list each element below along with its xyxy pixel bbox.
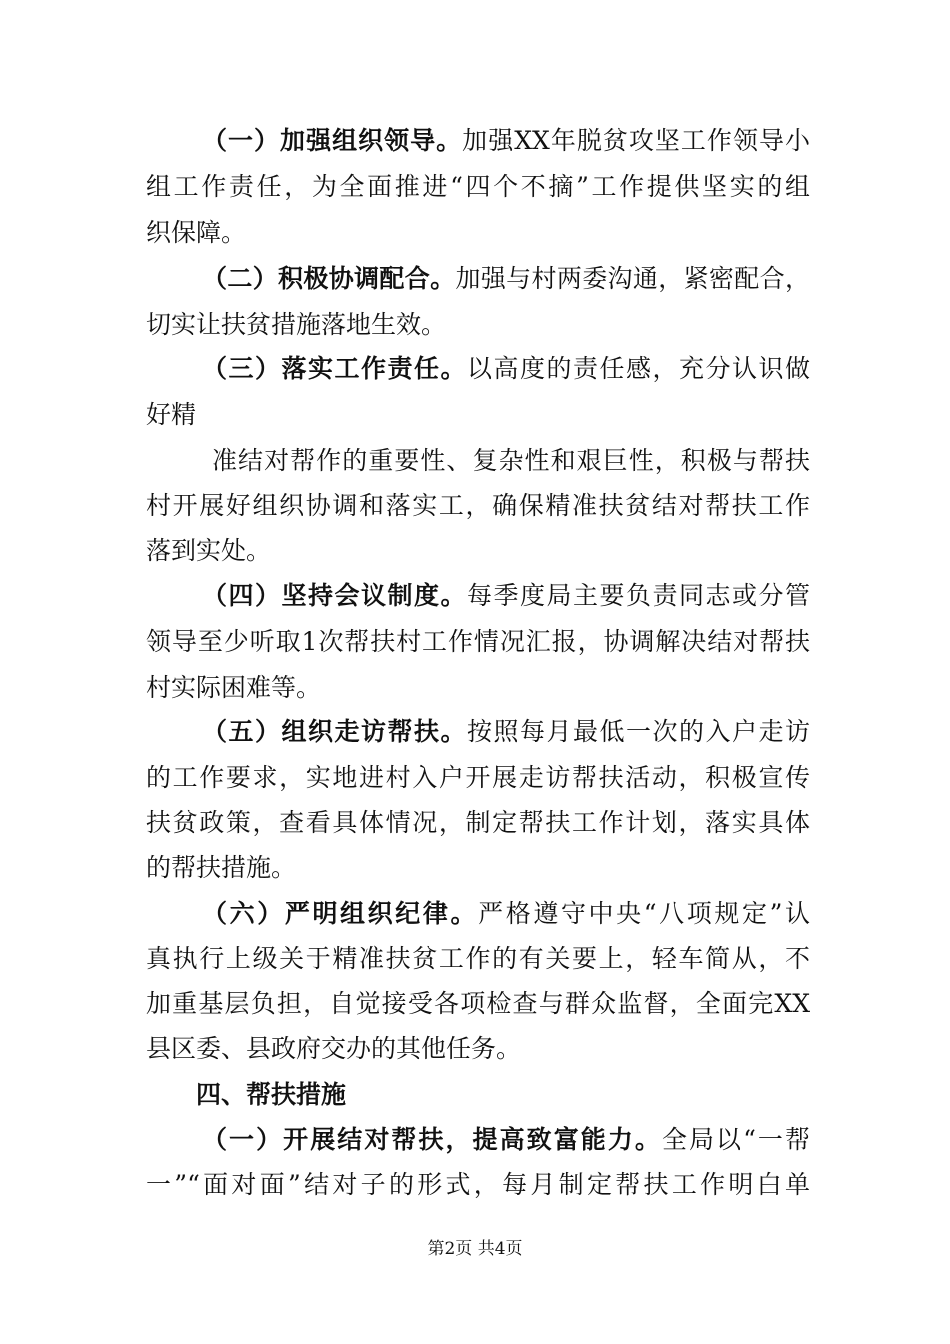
body-text: 以高度的责任感，充分认识做 (467, 354, 810, 383)
section-heading: （六）严明组织纪律。 (202, 899, 479, 928)
paragraph-line: 组工作责任，为全面推进“四个不摘”工作提供坚实的组 (146, 172, 810, 201)
paragraph-line (146, 1125, 810, 1155)
paragraph-line: 领导至少听取1次帮扶村工作情况汇报，协调解决结对帮扶 (146, 627, 810, 656)
section-heading: （二）积极协调配合。 (202, 264, 456, 293)
section-heading: （一）加强组织领导。 (202, 126, 463, 155)
paragraph-line: 一”“面对面”结对子的形式，每月制定帮扶工作明白单 (146, 1170, 810, 1199)
body-text: 全局以“一帮 (661, 1125, 810, 1154)
paragraph-line: 扶贫政策，查看具体情况，制定帮扶工作计划，落实具体 (146, 808, 810, 837)
paragraph-line: 真执行上级关于精准扶贫工作的有关要上，轻车简从，不 (146, 944, 810, 973)
paragraph-line: 县区委、县政府交办的其他任务。 (146, 1034, 522, 1063)
paragraph-line: 准结对帮作的重要性、复杂性和艰巨性，积极与帮扶 (212, 446, 810, 475)
paragraph-line (146, 354, 810, 384)
paragraph-line: 的帮扶措施。 (146, 853, 297, 882)
body-text: 严格遵守中央“八项规定”认 (478, 899, 810, 928)
paragraph-line (146, 717, 810, 747)
section-heading: （五）组织走访帮扶。 (202, 717, 467, 746)
paragraph-line: 切实让扶贫措施落地生效。 (146, 310, 447, 339)
body-text: 加强与村两委沟通，紧密配合， (455, 264, 810, 293)
section-heading: （一）开展结对帮扶，提高致富能力。 (202, 1125, 662, 1154)
paragraph-line: 织保障。 (146, 218, 247, 247)
section-heading: （四）坚持会议制度。 (202, 581, 467, 610)
paragraph-line (146, 581, 810, 611)
paragraph-line: 的工作要求，实地进村入户开展走访帮扶活动，积极宣传 (146, 763, 810, 792)
paragraph-line: 好精 (146, 400, 197, 429)
body-text: 加强XX年脱贫攻坚工作领导小 (462, 126, 810, 155)
section-title: 四、帮扶措施 (196, 1080, 347, 1109)
section-heading: （三）落实工作责任。 (202, 354, 467, 383)
paragraph-line: 加重基层负担，自觉接受各项检查与群众监督，全面完XX (146, 989, 810, 1018)
body-text: 按照每月最低一次的入户走访 (467, 717, 810, 746)
body-text: 每季度局主要负责同志或分管 (467, 581, 810, 610)
paragraph-line: 村开展好组织协调和落实工，确保精准扶贫结对帮扶工作 (146, 491, 810, 520)
paragraph-line (146, 126, 810, 156)
paragraph-line (146, 264, 810, 294)
page-number-footer: 第2页 共4页 (427, 1239, 523, 1259)
paragraph-line: 村实际困难等。 (146, 673, 322, 702)
paragraph-line (146, 899, 810, 929)
paragraph-line: 落到实处。 (146, 536, 272, 565)
